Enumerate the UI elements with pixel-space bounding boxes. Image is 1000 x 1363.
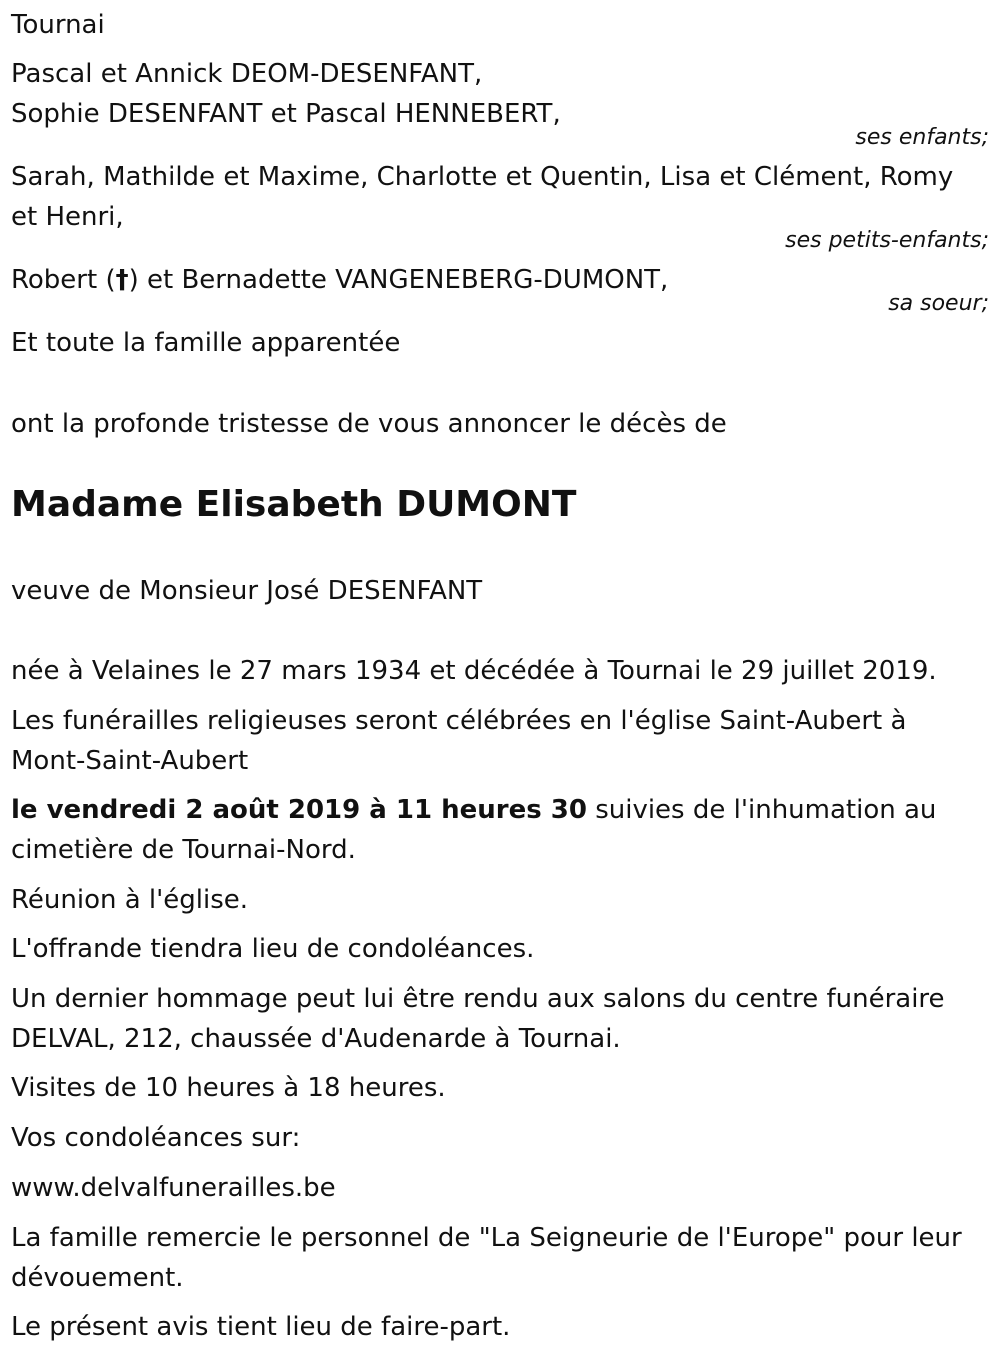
funeral-info: Les funérailles religieuses seront célébrées en l'église Saint-Aubert à Mont-Saint-Aubert — [11, 706, 907, 776]
notice: Le présent avis tient lieu de faire-part. — [11, 1312, 511, 1342]
sibling-prefix: Robert ( — [11, 265, 116, 295]
children-role: ses enfants; — [855, 125, 989, 150]
city: Tournai — [11, 10, 105, 40]
condolences-label: Vos condoléances sur: — [11, 1123, 301, 1153]
visits: Visites de 10 heures à 18 heures. — [11, 1073, 446, 1103]
birth-death: née à Velaines le 27 mars 1934 et décédée à Tournai le 29 juillet 2019. — [11, 656, 937, 686]
ceremony-date: le vendredi 2 août 2019 à 11 heures 30 — [11, 795, 587, 825]
offering: L'offrande tiendra lieu de condoléances. — [11, 934, 535, 964]
thanks: La famille remercie le personnel de "La Seigneurie de l'Europe" pour leur dévouement. — [11, 1223, 962, 1293]
children-line-1: Pascal et Annick DEOM-DESENFANT, — [11, 59, 483, 89]
tribute: Un dernier hommage peut lui être rendu aux salons du centre funéraire DELVAL, 212, chaussée d'Audenarde à Tournai. — [11, 984, 945, 1054]
ceremony — [11, 790, 986, 870]
meeting: Réunion à l'église. — [11, 885, 249, 915]
sibling — [11, 260, 668, 300]
website-link[interactable]: www.delvalfunerailles.be — [11, 1173, 336, 1203]
extended-family: Et toute la famille apparentée — [11, 328, 401, 358]
widow-of: veuve de Monsieur José DESENFANT — [11, 576, 483, 606]
deceased-name: Madame Elisabeth DUMONT — [11, 484, 577, 525]
grandchildren-role: ses petits-enfants; — [785, 228, 989, 253]
grandchildren: Sarah, Mathilde et Maxime, Charlotte et Quentin, Lisa et Clément, Romy et Henri, — [11, 162, 954, 232]
children-line-2: Sophie DESENFANT et Pascal HENNEBERT, — [11, 99, 561, 129]
announcement: ont la profonde tristesse de vous annoncer le décès de — [11, 409, 727, 439]
sibling-role: sa soeur; — [888, 291, 989, 316]
cross-icon: † — [115, 265, 129, 295]
ceremony-rest: suivies de l'inhumation au cimetière de Tournai-Nord. — [11, 795, 937, 865]
sibling-suffix: ) et Bernadette VANGENEBERG-DUMONT, — [128, 265, 669, 295]
